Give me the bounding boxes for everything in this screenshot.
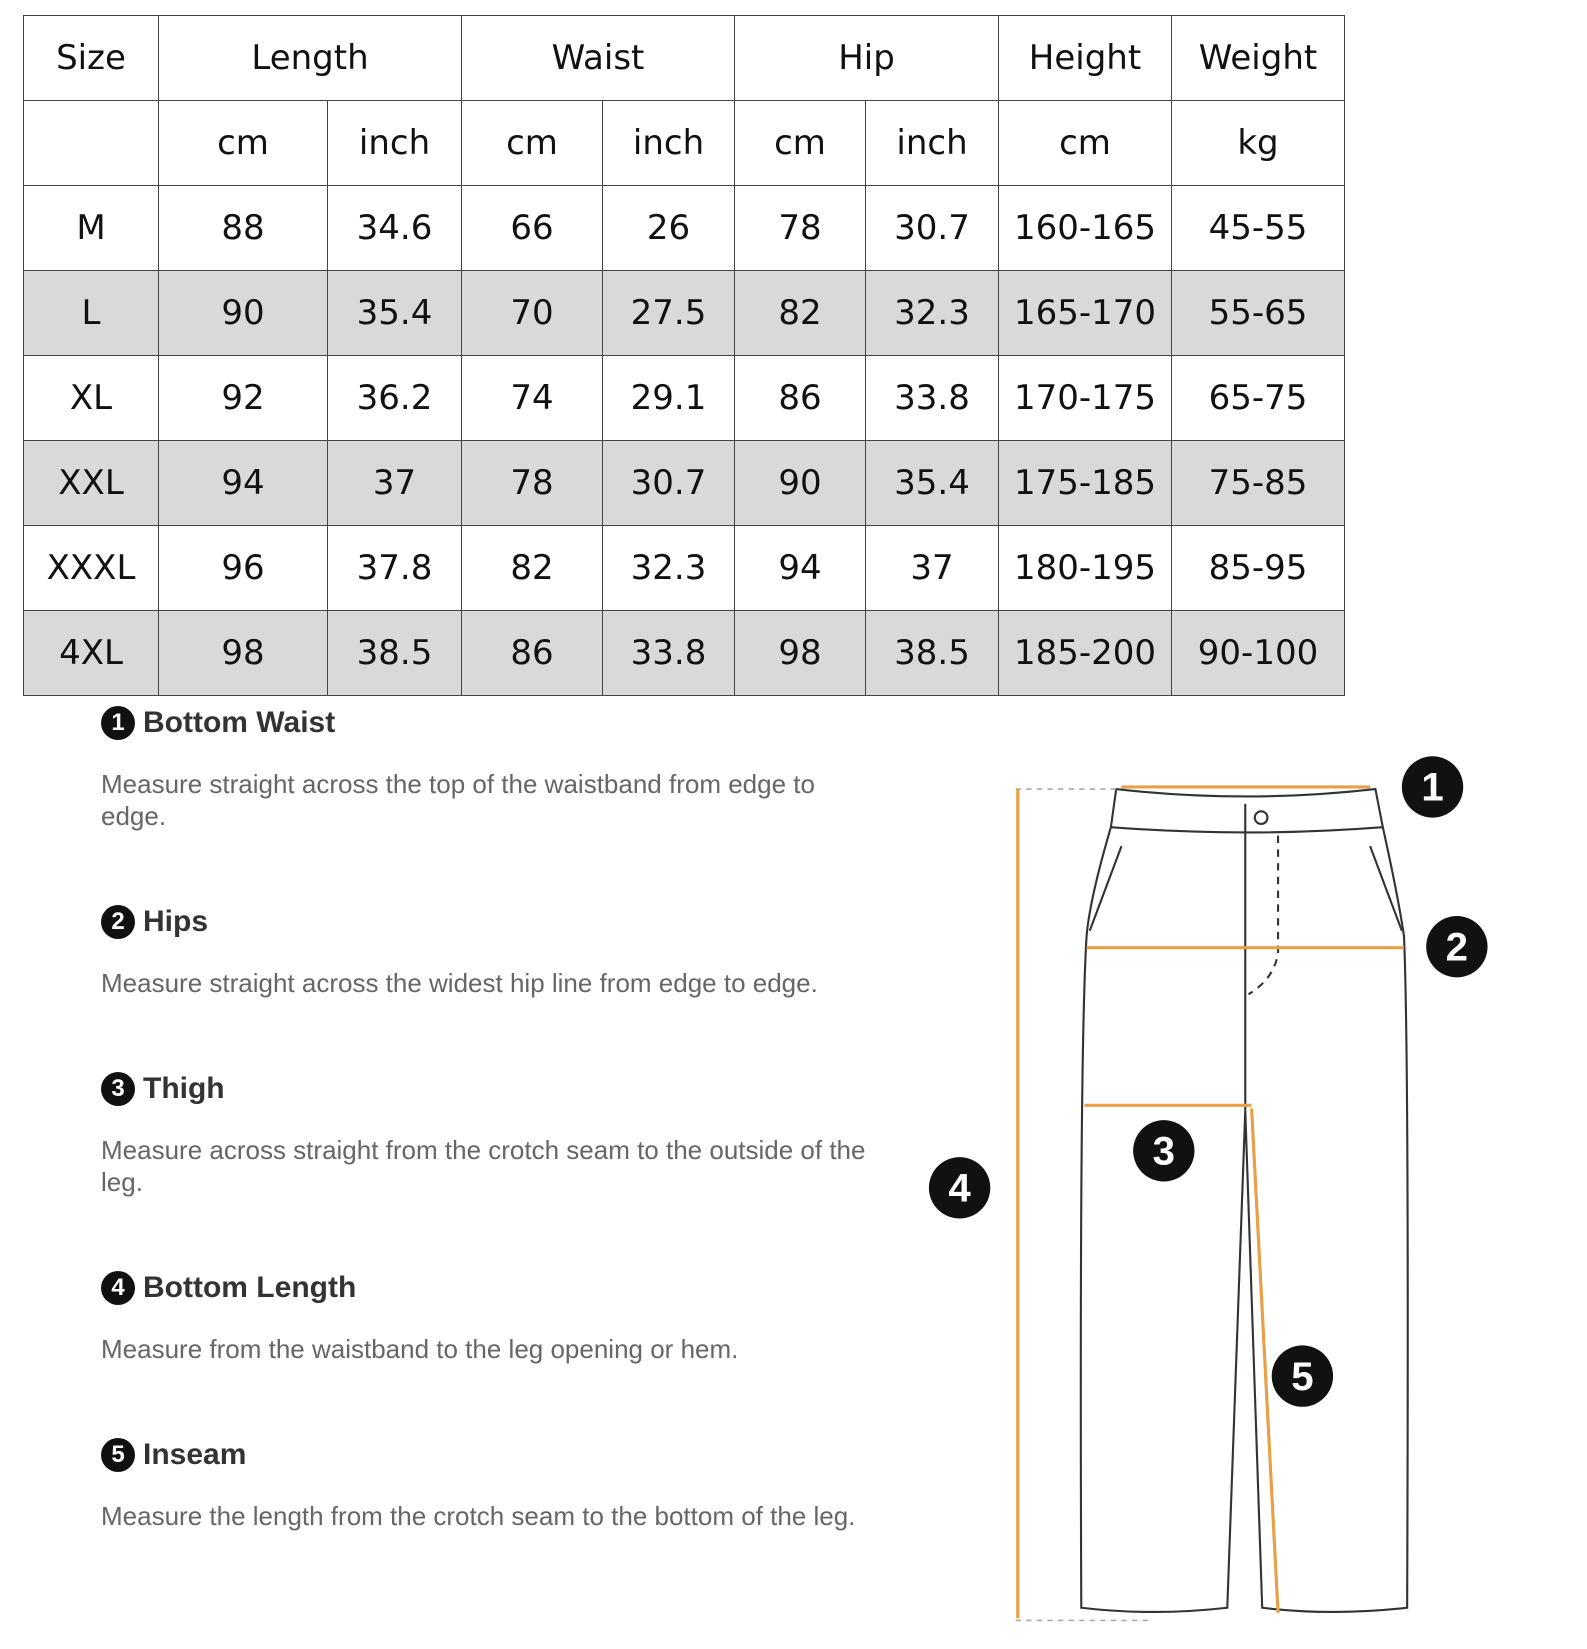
unit-cell: inch <box>866 101 999 186</box>
value-cell: 37 <box>328 441 462 526</box>
value-cell: 38.5 <box>866 611 999 696</box>
value-cell: 180-195 <box>999 526 1172 611</box>
unit-cell: cm <box>999 101 1172 186</box>
value-cell: 86 <box>735 356 866 441</box>
value-cell: 29.1 <box>603 356 735 441</box>
marker-label: 1 <box>1421 764 1444 810</box>
value-cell: 34.6 <box>328 186 462 271</box>
value-cell: 90-100 <box>1172 611 1345 696</box>
value-cell: 32.3 <box>866 271 999 356</box>
value-cell: 66 <box>462 186 603 271</box>
guide-item-description: Measure straight across the top of the waistband from edge to edge. <box>101 769 815 831</box>
size-cell: XXL <box>24 441 159 526</box>
value-cell: 38.5 <box>328 611 462 696</box>
header-size: Size <box>24 16 159 101</box>
guide-title-text: Thigh <box>143 1072 225 1105</box>
value-cell: 55-65 <box>1172 271 1345 356</box>
size-cell: XXXL <box>24 526 159 611</box>
size-cell: M <box>24 186 159 271</box>
marker-label: 4 <box>948 1165 971 1211</box>
value-cell: 35.4 <box>866 441 999 526</box>
value-cell: 74 <box>462 356 603 441</box>
header-length: Length <box>159 16 462 101</box>
value-cell: 26 <box>603 186 735 271</box>
header-waist: Waist <box>462 16 735 101</box>
header-height: Height <box>999 16 1172 101</box>
measurement-lines <box>1018 787 1404 1618</box>
number-badge-icon: 3 <box>101 1072 135 1106</box>
guide-item-description: Measure from the waistband to the leg opening or hem. <box>101 1334 739 1364</box>
value-cell: 96 <box>159 526 328 611</box>
guide-title-text: Bottom Length <box>143 1271 357 1304</box>
value-cell: 165-170 <box>999 271 1172 356</box>
value-cell: 82 <box>462 526 603 611</box>
header-weight: Weight <box>1172 16 1345 101</box>
value-cell: 78 <box>735 186 866 271</box>
unit-cell: cm <box>159 101 328 186</box>
value-cell: 33.8 <box>603 611 735 696</box>
unit-cell: kg <box>1172 101 1345 186</box>
marker-label: 5 <box>1291 1353 1314 1399</box>
value-cell: 90 <box>735 441 866 526</box>
size-cell: XL <box>24 356 159 441</box>
marker-label: 3 <box>1152 1128 1175 1174</box>
value-cell: 70 <box>462 271 603 356</box>
unit-cell: inch <box>603 101 735 186</box>
value-cell: 36.2 <box>328 356 462 441</box>
value-cell: 75-85 <box>1172 441 1345 526</box>
guide-title-text: Inseam <box>143 1438 247 1471</box>
pants-outline <box>1016 789 1408 1620</box>
value-cell: 82 <box>735 271 866 356</box>
value-cell: 90 <box>159 271 328 356</box>
number-badge-icon: 5 <box>101 1438 135 1472</box>
value-cell: 35.4 <box>328 271 462 356</box>
value-cell: 170-175 <box>999 356 1172 441</box>
value-cell: 185-200 <box>999 611 1172 696</box>
value-cell: 32.3 <box>603 526 735 611</box>
value-cell: 98 <box>159 611 328 696</box>
value-cell: 78 <box>462 441 603 526</box>
guide-item-description: Measure the length from the crotch seam to the bottom of the leg. <box>101 1501 856 1531</box>
size-cell: 4XL <box>24 611 159 696</box>
value-cell: 33.8 <box>866 356 999 441</box>
value-cell: 37 <box>866 526 999 611</box>
guide-title-text: Bottom Waist <box>143 706 336 739</box>
guide-item-description: Measure straight across the widest hip line from edge to edge. <box>101 968 818 998</box>
guide-title-text: Hips <box>143 905 209 938</box>
value-cell: 88 <box>159 186 328 271</box>
value-cell: 45-55 <box>1172 186 1345 271</box>
value-cell: 30.7 <box>866 186 999 271</box>
value-cell: 65-75 <box>1172 356 1345 441</box>
value-cell: 30.7 <box>603 441 735 526</box>
header-hip: Hip <box>735 16 999 101</box>
value-cell: 160-165 <box>999 186 1172 271</box>
value-cell: 37.8 <box>328 526 462 611</box>
number-badge-icon: 2 <box>101 905 135 939</box>
value-cell: 85-95 <box>1172 526 1345 611</box>
value-cell: 175-185 <box>999 441 1172 526</box>
marker-label: 2 <box>1445 924 1469 970</box>
number-badge-icon: 1 <box>101 706 135 740</box>
value-cell: 86 <box>462 611 603 696</box>
unit-cell: cm <box>735 101 866 186</box>
value-cell: 27.5 <box>603 271 735 356</box>
unit-cell: cm <box>462 101 603 186</box>
number-badge-icon: 4 <box>101 1271 135 1305</box>
size-cell: L <box>24 271 159 356</box>
unit-cell: inch <box>328 101 462 186</box>
value-cell: 94 <box>159 441 328 526</box>
value-cell: 92 <box>159 356 328 441</box>
value-cell: 94 <box>735 526 866 611</box>
value-cell: 98 <box>735 611 866 696</box>
guide-item-description: Measure across straight from the crotch seam to the outside of the leg. <box>101 1135 866 1197</box>
